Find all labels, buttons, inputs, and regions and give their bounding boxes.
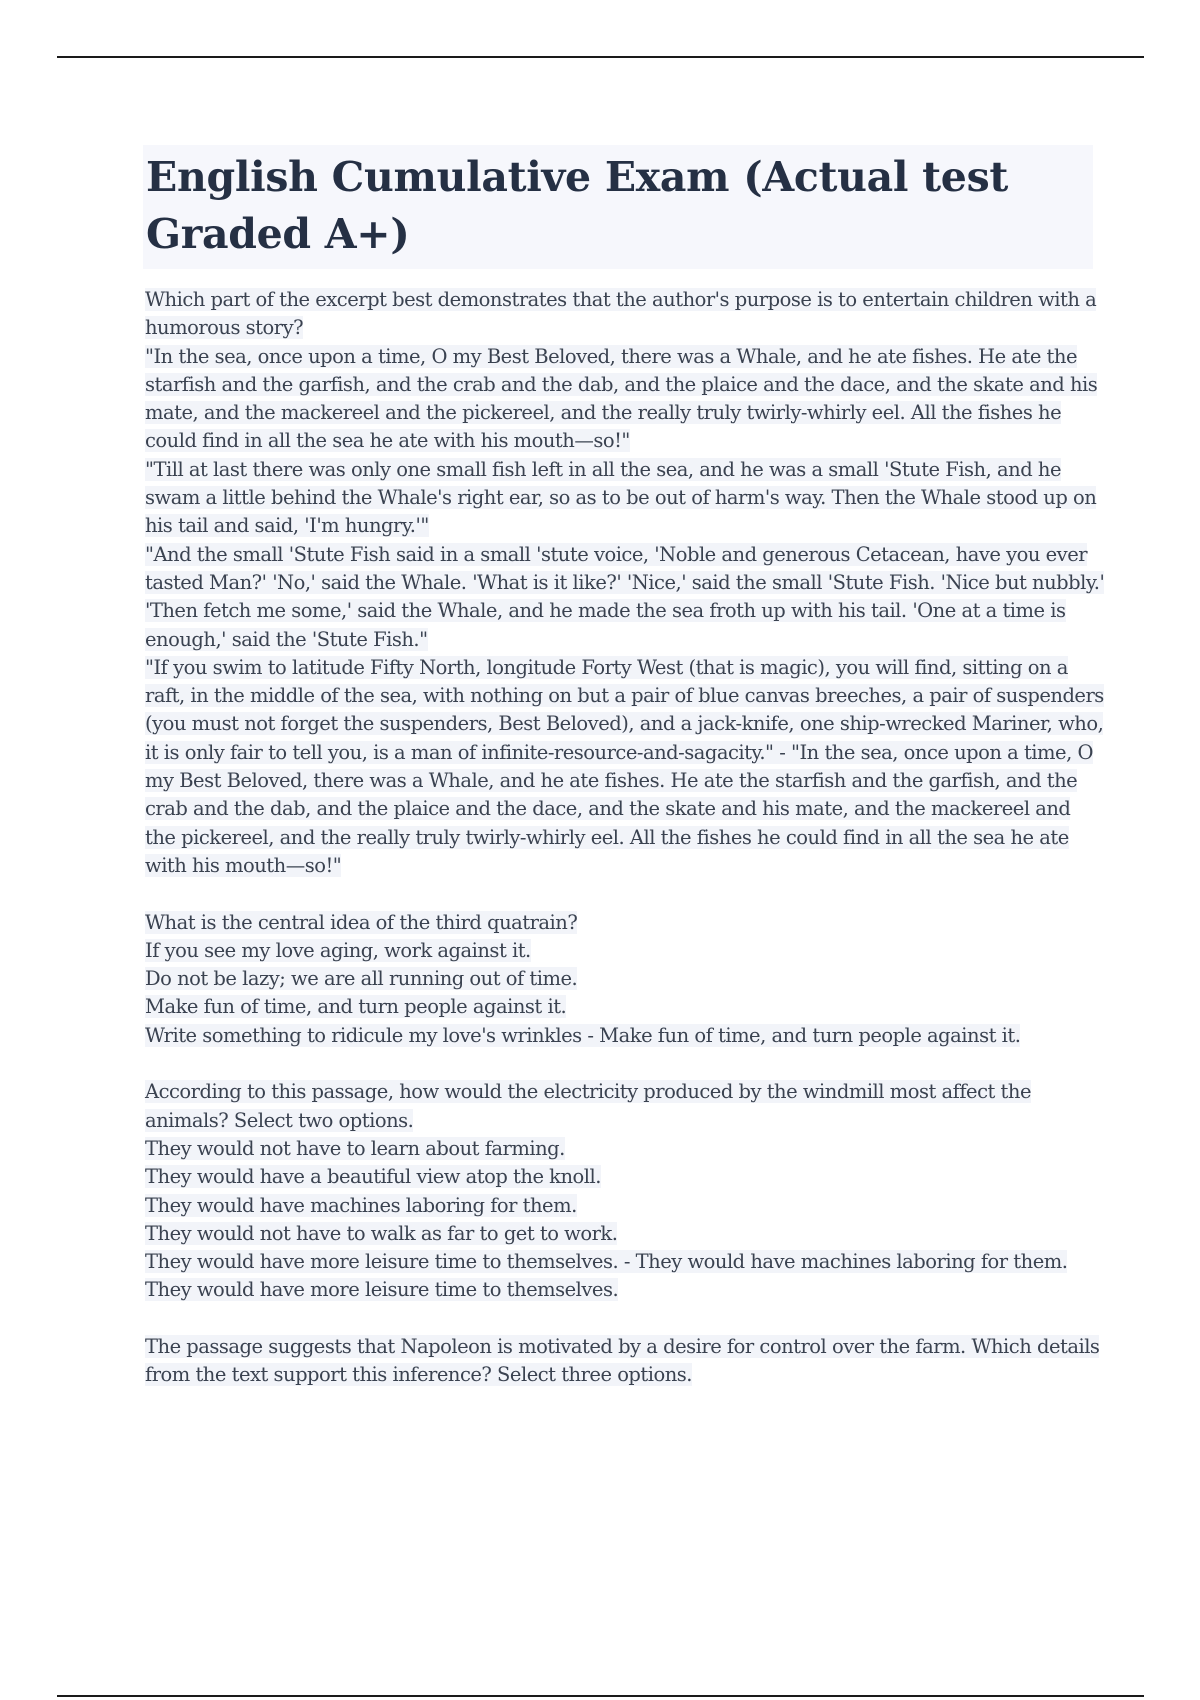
excerpt-paragraph-with-answer: "If you swim to latitude Fifty North, longitude Forty West (that is magic), you will find, sitting on a raft, in the middle of the sea, with nothing on but a pair of blue canvas breeches, a pair of suspenders (you must not forget the suspenders, Best Beloved), and a jack-knife, one ship-wrecked Mariner, who, it is only fair to tell you, is a man of infinite-resource-and-sagacity." - "In the sea, once upon a time, O my Best Beloved, there was a Whale, and he ate fishes. He ate the starfish and the garfish, and the crab and the dab, and the plaice and the dace, and the skate and his mate, and the mackereel and the pickereel, and the really truly twirly-whirly eel. All the fishes he could find in all the sea he ate with his mouth—so!": [145, 655, 1104, 877]
answer-option: Do not be lazy; we are all running out of time.: [145, 967, 578, 991]
question-text: According to this passage, how would the electricity produced by the windmill most affect the animals? Select two options.: [145, 1080, 1031, 1132]
question-block-quatrain: [145, 909, 1105, 1050]
excerpt-paragraph: "In the sea, once upon a time, O my Best Beloved, there was a Whale, and he ate fishes. He ate the starfish and the garfish, and the crab and the dab, and the plaice and the dace, and the skate and his mate, and the mackereel and the pickereel, and the really truly twirly-whirly eel. All the fishes he could find in all the sea he ate with his mouth—so!": [145, 344, 1098, 453]
answer-option: They would have a beautiful view atop the knoll.: [145, 1165, 601, 1189]
question-block-windmill: [145, 1078, 1105, 1304]
answer-option: They would not have to walk as far to get to work.: [145, 1221, 618, 1245]
page-title: English Cumulative Exam (Actual test Graded A+): [146, 153, 1009, 258]
footer-rule: [57, 1695, 1144, 1697]
question-block-whale: [145, 286, 1105, 880]
question-text: What is the central idea of the third quatrain?: [145, 910, 578, 934]
exam-content: [145, 286, 1105, 1418]
answer-option: They would have more leisure time to themselves.: [145, 1278, 619, 1302]
question-text: The passage suggests that Napoleon is motivated by a desire for control over the farm. Which details from the text support this inference? Select three options.: [145, 1334, 1100, 1387]
header-rule: [57, 56, 1144, 58]
excerpt-paragraph: "Till at last there was only one small fish left in all the sea, and he was a small 'Stute Fish, and he swam a little behind the Whale's right ear, so as to be out of harm's way. Then the Whale stood up on his tail and said, 'I'm hungry.'": [145, 457, 1097, 538]
question-text: Which part of the excerpt best demonstrates that the author's purpose is to entertain children with a humorous story?: [145, 288, 1097, 340]
answer-option-with-answer: They would have more leisure time to themselves. - They would have machines laboring for them.: [145, 1250, 1068, 1274]
title-block: [143, 145, 1093, 269]
answer-option-with-answer: Write something to ridicule my love's wrinkles - Make fun of time, and turn people against it.: [145, 1023, 1021, 1047]
answer-option: If you see my love aging, work against it.: [145, 938, 531, 962]
answer-option: They would have machines laboring for them.: [145, 1193, 577, 1217]
question-block-napoleon: [145, 1333, 1105, 1390]
answer-option: Make fun of time, and turn people against it.: [145, 995, 567, 1019]
answer-option: They would not have to learn about farming.: [145, 1136, 565, 1160]
excerpt-paragraph: "And the small 'Stute Fish said in a small 'stute voice, 'Noble and generous Cetacean, have you ever tasted Man?' 'No,' said the Whale. 'What is it like?' 'Nice,' said the small 'Stute Fish. 'Nice but nubbly.' 'Then fetch me some,' said the Whale, and he made the sea froth up with his tail. 'One at a time is enough,' said the 'Stute Fish.": [145, 542, 1105, 651]
